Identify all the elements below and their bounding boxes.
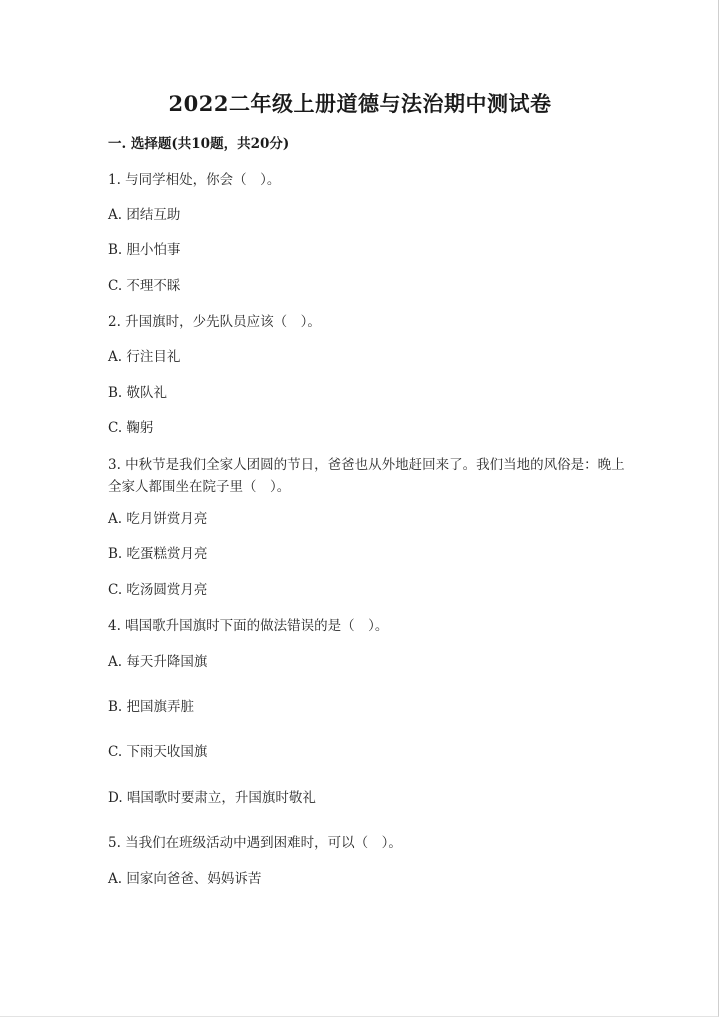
question-1-stem: 1. 与同学相处，你会（ ）。 bbox=[108, 172, 281, 188]
question-2-option-b: B. 敬队礼 bbox=[108, 385, 168, 401]
question-5-option-a: A. 回家向爸爸、妈妈诉苦 bbox=[108, 871, 262, 887]
question-4-stem: 4. 唱国歌升国旗时下面的做法错误的是（ ）。 bbox=[108, 618, 389, 634]
question-4-option-d: D. 唱国歌时要肃立，升国旗时敬礼 bbox=[108, 790, 316, 806]
question-3-stem: 3. 中秋节是我们全家人团圆的节日，爸爸也从外地赶回来了。我们当地的风俗是：晚上全家人都围坐在院子里（ ）。 bbox=[108, 457, 625, 495]
question-1-option-c: C. 不理不睬 bbox=[108, 278, 181, 294]
question-2-option-c: C. 鞠躬 bbox=[108, 420, 154, 436]
section-heading: 一. 选择题(共10题，共20分) bbox=[108, 136, 290, 152]
question-4-option-a: A. 每天升降国旗 bbox=[108, 654, 208, 670]
question-3-option-b: B. 吃蛋糕赏月亮 bbox=[108, 546, 208, 562]
question-2-option-a: A. 行注目礼 bbox=[108, 349, 181, 365]
question-4-option-b: B. 把国旗弄脏 bbox=[108, 699, 195, 715]
question-5-stem: 5. 当我们在班级活动中遇到困难时，可以（ ）。 bbox=[108, 835, 402, 851]
page-title: 2022二年级上册道德与法治期中测试卷 bbox=[168, 91, 552, 116]
question-4-option-c: C. 下雨天收国旗 bbox=[108, 744, 208, 760]
question-1-option-b: B. 胆小怕事 bbox=[108, 242, 181, 258]
question-3-option-a: A. 吃月饼赏月亮 bbox=[108, 511, 208, 527]
question-3-option-c: C. 吃汤圆赏月亮 bbox=[108, 582, 208, 598]
question-1-option-a: A. 团结互助 bbox=[108, 207, 181, 223]
question-2-stem: 2. 升国旗时，少先队员应该（ ）。 bbox=[108, 314, 321, 330]
